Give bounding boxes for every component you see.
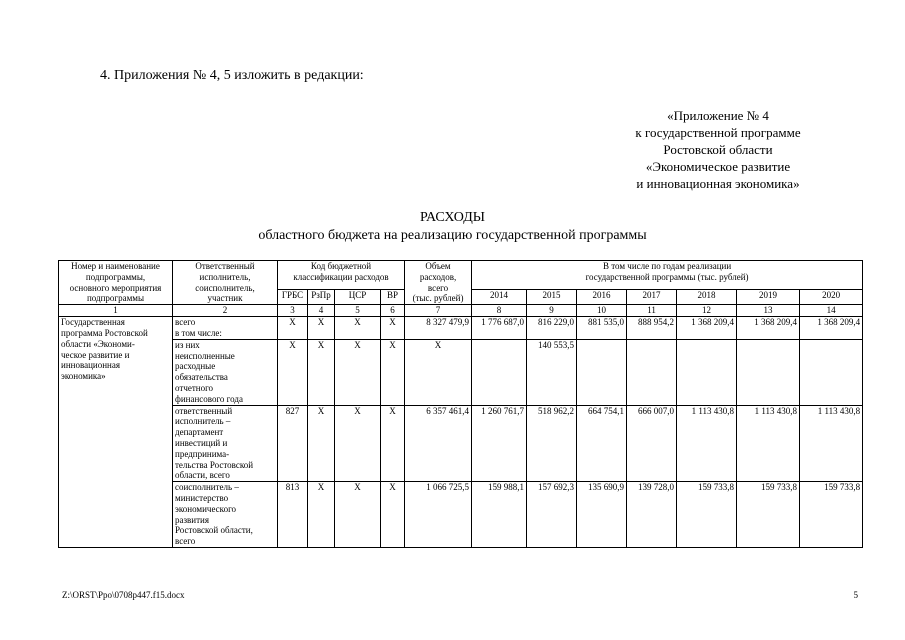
column-number: 9 (527, 305, 577, 317)
table-row (59, 405, 863, 482)
header-vr: ВР (381, 290, 405, 305)
year-value-cell: 140 553,5 (527, 339, 577, 405)
year-value-cell (737, 339, 800, 405)
header-name: Номер и наименование подпрограммы, основного мероприятия подпрограммы (59, 261, 173, 305)
total-cell: 1 066 725,5 (405, 482, 472, 548)
rzpr-cell: X (308, 482, 335, 548)
csr-cell: X (335, 339, 381, 405)
header-year: 2015 (527, 290, 577, 305)
appendix-header (588, 107, 848, 192)
year-value-cell: 1 368 209,4 (800, 317, 863, 340)
column-number: 14 (800, 305, 863, 317)
table-row (59, 317, 863, 340)
doc-title: РАСХОДЫ (420, 210, 485, 225)
csr-cell: X (335, 482, 381, 548)
year-value-cell: 1 113 430,8 (737, 405, 800, 482)
year-value-cell (677, 339, 737, 405)
year-value-cell: 159 733,8 (737, 482, 800, 548)
file-path: Z:\ORST\Ppo\0708p447.f15.docx (62, 590, 185, 600)
year-value-cell: 666 007,0 (627, 405, 677, 482)
year-value-cell: 518 962,2 (527, 405, 577, 482)
responsible-cell: всего в том числе: (173, 317, 278, 340)
year-value-cell: 135 690,9 (577, 482, 627, 548)
year-value-cell: 1 113 430,8 (677, 405, 737, 482)
total-cell: 6 357 461,4 (405, 405, 472, 482)
grbs-cell: X (278, 339, 308, 405)
year-value-cell: 159 988,1 (472, 482, 527, 548)
header-volume: Объем расходов, всего (тыс. рублей) (405, 261, 472, 305)
year-value-cell: 1 260 761,7 (472, 405, 527, 482)
table-row (59, 339, 863, 405)
header-year: 2014 (472, 290, 527, 305)
column-number: 7 (405, 305, 472, 317)
appendix-line: и инновационная экономика» (636, 176, 800, 191)
doc-subtitle: областного бюджета на реализацию государственной программы (258, 228, 647, 243)
year-value-cell (577, 339, 627, 405)
appendix-line: Ростовской области (663, 142, 773, 157)
year-value-cell: 159 733,8 (677, 482, 737, 548)
column-number: 5 (335, 305, 381, 317)
header-year: 2020 (800, 290, 863, 305)
header-responsible: Ответственный исполнитель, соисполнитель, участник (173, 261, 278, 305)
header-csr: ЦСР (335, 290, 381, 305)
column-number: 3 (278, 305, 308, 317)
column-number: 12 (677, 305, 737, 317)
header-year: 2016 (577, 290, 627, 305)
year-value-cell: 816 229,0 (527, 317, 577, 340)
rzpr-cell: X (308, 339, 335, 405)
column-number: 4 (308, 305, 335, 317)
responsible-cell: из них неисполненные расходные обязательства отчетного финансового года (173, 339, 278, 405)
intro-text: 4. Приложения № 4, 5 изложить в редакции: (100, 68, 364, 83)
year-value-cell: 1 776 687,0 (472, 317, 527, 340)
expenses-table (58, 260, 863, 548)
year-value-cell (627, 339, 677, 405)
year-value-cell (472, 339, 527, 405)
total-cell: X (405, 339, 472, 405)
responsible-cell: соисполнитель – министерство экономического развития Ростовской области, всего (173, 482, 278, 548)
column-number: 10 (577, 305, 627, 317)
vr-cell: X (381, 317, 405, 340)
rzpr-cell: X (308, 405, 335, 482)
year-value-cell (800, 339, 863, 405)
csr-cell: X (335, 405, 381, 482)
grbs-cell: 813 (278, 482, 308, 548)
table-row (59, 482, 863, 548)
rzpr-cell: X (308, 317, 335, 340)
header-year: 2017 (627, 290, 677, 305)
header-row (59, 261, 863, 290)
csr-cell: X (335, 317, 381, 340)
year-value-cell: 1 368 209,4 (737, 317, 800, 340)
responsible-cell: ответственный исполнитель – департамент инвестиций и предпринима- тельства Ростовской области, всего (173, 405, 278, 482)
program-name-cell: Государственная программа Ростовской области «Экономи- ческое развитие и инновационная экономика» (59, 317, 173, 548)
column-number: 6 (381, 305, 405, 317)
year-value-cell: 159 733,8 (800, 482, 863, 548)
header-grbs: ГРБС (278, 290, 308, 305)
vr-cell: X (381, 482, 405, 548)
appendix-line: к государственной программе (635, 125, 801, 140)
column-number: 1 (59, 305, 173, 317)
header-year: 2019 (737, 290, 800, 305)
total-cell: 8 327 479,9 (405, 317, 472, 340)
appendix-line: «Приложение № 4 (667, 108, 769, 123)
header-budget-code: Код бюджетной классификации расходов (278, 261, 405, 290)
column-number: 11 (627, 305, 677, 317)
header-rzpr: РзПр (308, 290, 335, 305)
header-years: В том числе по годам реализации государственной программы (тыс. рублей) (472, 261, 863, 290)
vr-cell: X (381, 405, 405, 482)
header-year: 2018 (677, 290, 737, 305)
page-number: 5 (853, 590, 858, 600)
column-number: 2 (173, 305, 278, 317)
year-value-cell: 157 692,3 (527, 482, 577, 548)
vr-cell: X (381, 339, 405, 405)
year-value-cell: 139 728,0 (627, 482, 677, 548)
year-value-cell: 881 535,0 (577, 317, 627, 340)
appendix-line: «Экономическое развитие (645, 159, 791, 174)
grbs-cell: 827 (278, 405, 308, 482)
year-value-cell: 664 754,1 (577, 405, 627, 482)
year-value-cell: 1 368 209,4 (677, 317, 737, 340)
year-value-cell: 1 113 430,8 (800, 405, 863, 482)
column-number: 8 (472, 305, 527, 317)
column-number-row (59, 305, 863, 317)
column-number: 13 (737, 305, 800, 317)
year-value-cell: 888 954,2 (627, 317, 677, 340)
grbs-cell: X (278, 317, 308, 340)
